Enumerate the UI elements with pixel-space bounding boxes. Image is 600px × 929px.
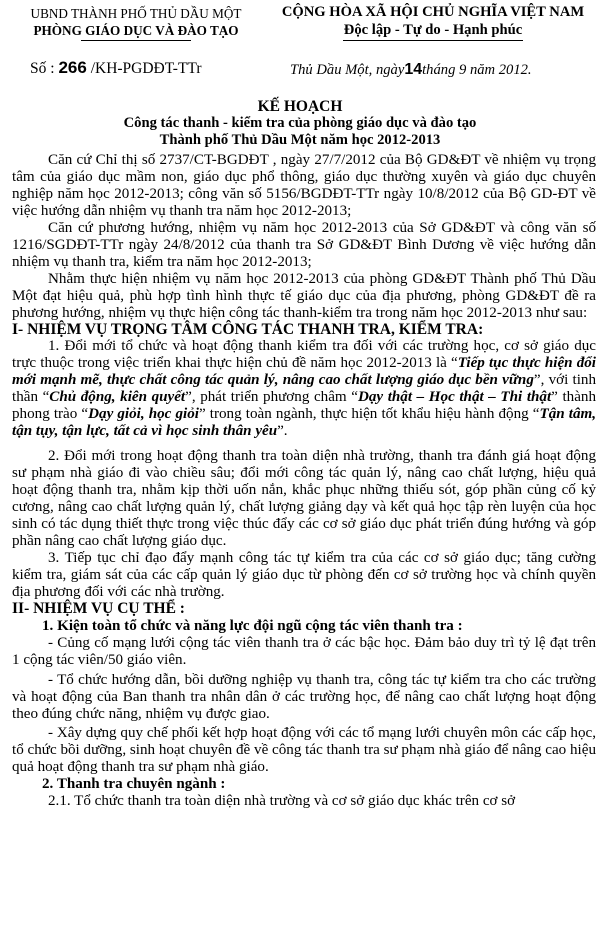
subheading-2: 2. Thanh tra chuyên ngành : — [42, 776, 226, 793]
nation-name: CỘNG HÒA XÃ HỘI CHỦ NGHĨA VIỆT NAM — [281, 4, 585, 20]
s1p1-slogan: Tận tâm, tận tụy, tận lực, tất cả vì học sinh thân yêu — [12, 406, 597, 440]
paragraph-basis-1: Căn cứ Chỉ thị số 2737/CT-BGDĐT , ngày 27/7/2012 của Bộ GD&ĐT về nhiệm vụ trọng tâm của giáo dục mầm non, giáo dục phổ thông, giáo dục thường xuyên và giáo dục chuyên nghiệp năm học 2012-2013; công văn số 5156/BGDĐT-TTr ngày 10/8/2012 của Bộ GD-ĐT về việc hướng dẫn nhiệm vụ thanh tra năm học 2012-2013; — [12, 152, 596, 219]
title-line-1: Công tác thanh - kiểm tra của phòng giáo dục và đào tạo — [123, 115, 477, 131]
place-date — [290, 61, 532, 79]
paragraph-purpose: Nhằm thực hiện nhiệm vụ năm học 2012-2013 của phòng GD&ĐT Thành phố Thủ Dầu Một đạt hiệu quả, phù hợp tình hình thực tế giáo dục của địa phương, phòng GD&ĐT đề ra phương hướng, nhiệm vụ thực hiện công tác thanh-kiểm tra trong năm học 2012-2013 như sau: — [12, 270, 596, 321]
section2-item-1: - Củng cố mạng lưới cộng tác viên thanh tra ở các bậc học. Đảm bảo duy trì tỷ lệ đạt trên 1 cộng tác viên/50 giáo viên. — [12, 634, 596, 668]
section-heading-1: I- NHIỆM VỤ TRỌNG TÂM CÔNG TÁC THANH TRA, KIỂM TRA: — [12, 320, 484, 338]
section2-item-2: - Tổ chức hướng dẫn, bồi dưỡng nghiệp vụ thanh tra, công tác tự kiểm tra cho các trường và hoạt động của Ban thanh tra nhân dân ở các trường học, để nâng cao chất lượng hoạt động theo đúng chức năng, nhiệm vụ được giao. — [12, 671, 596, 722]
section1-item-3: 3. Tiếp tục chỉ đạo đẩy mạnh công tác tự kiểm tra của các cơ sở giáo dục; tăng cường kiểm tra, giám sát của các cấp quản lý giáo dục từ phòng đến cơ sở trường học và chính quyền địa phương đối với các nhà trường. — [12, 549, 596, 600]
docno-prefix: Số : — [30, 60, 59, 77]
issuer-dept: PHÒNG GIÁO DỤC VÀ ĐÀO TẠO — [33, 23, 239, 38]
s1p1-text-c: ”, với tinh thần “ — [12, 372, 597, 406]
section-heading-2: II- NHIỆM VỤ CỤ THỂ : — [12, 599, 185, 617]
section1-item-1 — [12, 338, 596, 440]
document-title — [0, 98, 600, 149]
docno-number: 266 — [58, 58, 87, 77]
national-motto: Độc lập - Tự do - Hạnh phúc — [343, 22, 523, 38]
s1p1-text-a: 1. Đổi mới tổ chức và hoạt động thanh kiểm tra đối với các trường học, cơ sở giáo dục trực thuộc trong việc triển khai thực hiện chủ đề năm học 2012-2013 là “ — [12, 338, 596, 372]
s1p1-text-g: ” thành phong trào “ — [12, 389, 597, 423]
title-kind: KẾ HOẠCH — [257, 98, 343, 115]
s1p1-text-e: ”, phát triển phương châm “ — [185, 389, 358, 406]
place-date-day: 14 — [404, 61, 423, 78]
motto-underline — [343, 40, 523, 41]
place-date-b: tháng 9 năm 2012. — [422, 62, 532, 78]
issuer-header — [8, 5, 264, 41]
place-date-a: Thủ Dầu Một, ngày — [290, 62, 405, 78]
document-number — [30, 58, 202, 78]
section2-item-4: 2.1. Tổ chức thanh tra toàn diện nhà trường và cơ sở giáo dục khác trên cơ sở — [48, 793, 516, 810]
issuer-underline — [81, 40, 191, 41]
paragraph-basis-2: Căn cứ phương hướng, nhiệm vụ năm học 2012-2013 của Sở GD&ĐT và công văn số 1216/SGDĐT-TTr ngày 24/8/2012 của thanh tra Sở GD&ĐT Bình Dương về việc hướng dẫn nhiệm vụ thanh tra, kiểm tra năm học 2012-2013; — [12, 219, 596, 270]
s1p1-text-k: ”. — [277, 423, 288, 440]
subheading-1: 1. Kiện toàn tổ chức và năng lực đội ngũ cộng tác viên thanh tra : — [42, 617, 463, 634]
title-line-2: Thành phố Thủ Dầu Một năm học 2012-2013 — [159, 132, 441, 148]
s1p1-motto: Dạy thật – Học thật – Thi thật — [357, 389, 552, 406]
s1p1-movement: Dạy giỏi, học giỏi — [88, 406, 199, 423]
national-header — [270, 3, 596, 41]
s1p1-text-i: ” trong toàn ngành, thực hiện tốt khẩu hiệu hành động “ — [198, 406, 540, 423]
section2-item-3: - Xây dựng quy chế phối kết hợp hoạt động với các tổ mạng lưới chuyên môn các cấp học, tổ chức bồi dưỡng, sinh hoạt chuyên đề về công tác thanh tra sư phạm nhà giáo để nâng cao hiệu quả hoạt động thanh tra sư phạm nhà giáo. — [12, 725, 596, 776]
docno-suffix: /KH-PGDĐT-TTr — [86, 60, 202, 77]
s1p1-theme: Tiếp tục thực hiện đổi mới mạnh mẽ, thực chất công tác quản lý, nâng cao chất lượng giáo dục bền vững — [12, 355, 597, 389]
document-body — [12, 152, 596, 810]
section1-item-2: 2. Đổi mới trong hoạt động thanh tra toàn diện nhà trường, thanh tra đánh giá hoạt động sư phạm nhà giáo đi vào chiều sâu; đổi mới công tác quản lý, nâng cao chất lượng, hiệu quả hoạt động thanh tra, nhằm kịp thời uốn nắn, khắc phục những thiếu sót, góp phần củng cố kỷ cương, nâng cao chất lượng quản lý, chất lượng giảng dạy và kết quả học tập rèn luyện của học sinh có tác dụng thiết thực trong việc thúc đẩy các cơ sở giáo dục phát triển đúng hướng và góp phần nâng cao chất lượng giáo dục. — [12, 448, 596, 549]
issuer-org: UBND THÀNH PHỐ THỦ DẦU MỘT — [30, 6, 242, 21]
s1p1-spirit: Chủ động, kiên quyết — [49, 389, 186, 406]
